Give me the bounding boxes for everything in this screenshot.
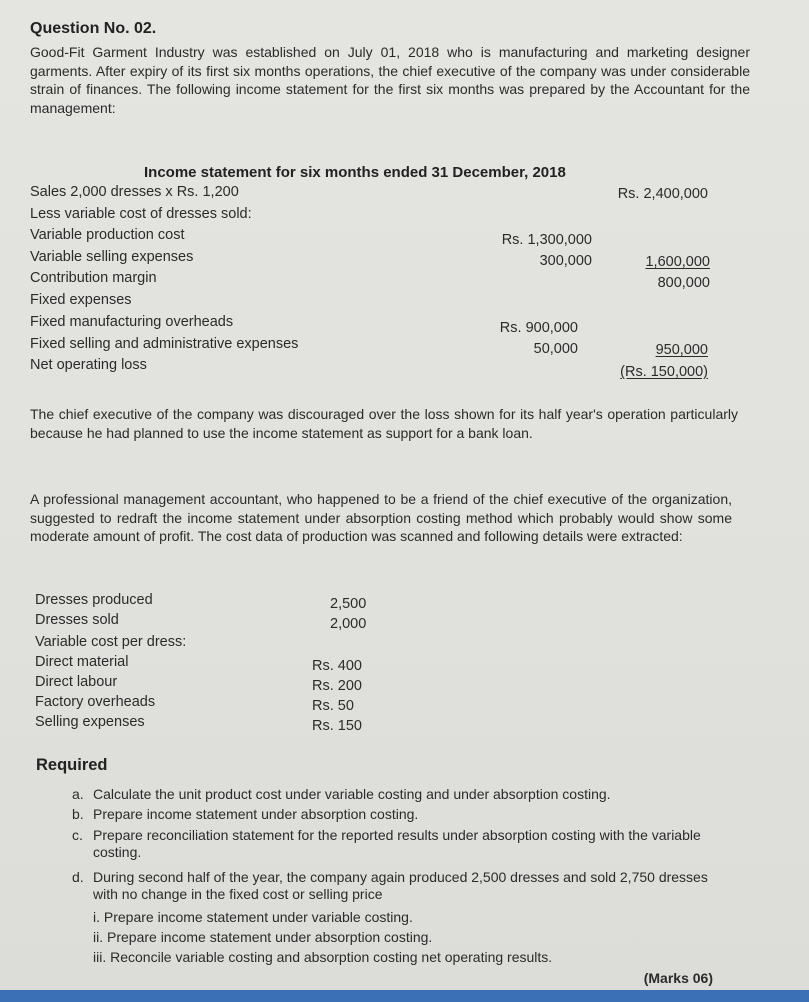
fixed-mfg-label: Fixed manufacturing overheads: [30, 314, 234, 330]
marks-label: (Marks 06): [643, 970, 713, 986]
sales-value: Rs. 2,400,000: [617, 186, 708, 202]
direct-labour-value: Rs. 200: [312, 678, 362, 694]
required-item-d-ii: ii. Prepare income statement under absorption costing.: [93, 929, 433, 945]
dresses-sold-label: Dresses sold: [35, 612, 119, 628]
income-statement-title: Income statement for six months ended 31 December, 2018: [144, 164, 566, 181]
selling-expenses-label: Selling expenses: [35, 714, 145, 730]
variable-production-label: Variable production cost: [30, 227, 185, 243]
required-text-c: Prepare reconciliation statement for the reported results under absorption costing with the variable costing.: [93, 827, 701, 860]
required-title: Required: [36, 756, 108, 774]
dresses-produced-value: 2,500: [330, 596, 367, 612]
question-title: Question No. 02.: [30, 20, 157, 37]
fixed-expenses-label: Fixed expenses: [30, 292, 132, 308]
required-item-d-iii: iii. Reconcile variable costing and absorption costing net operating results.: [93, 949, 553, 965]
net-loss-label: Net operating loss: [30, 357, 147, 373]
net-loss-value: (Rs. 150,000): [620, 364, 708, 380]
dresses-sold-value: 2,000: [330, 616, 367, 632]
variable-total-value: 1,600,000: [645, 254, 710, 270]
required-text-d: During second half of the year, the company again produced 2,500 dresses and sold 2,750 dresses with no change in the fixed cost or selling price: [93, 869, 708, 902]
required-marker-d: d.: [72, 869, 84, 885]
selling-expenses-value: Rs. 150: [312, 718, 362, 734]
direct-material-label: Direct material: [35, 654, 129, 670]
paragraph-accountant: A professional management accountant, who happened to be a friend of the chief executive of the organization, suggested to redraft the income statement under absorption costing method which probably would show some moderate amount of profit. The cost data of production was scanned and following details were extracted:: [30, 491, 732, 544]
less-variable-label: Less variable cost of dresses sold:: [30, 206, 252, 222]
fixed-total-value: 950,000: [655, 342, 708, 358]
required-text-a: Calculate the unit product cost under variable costing and under absorption costing.: [93, 786, 611, 802]
direct-labour-label: Direct labour: [35, 674, 118, 690]
required-marker-b: b.: [72, 806, 84, 822]
required-item-c: [72, 827, 752, 863]
contribution-value: 800,000: [657, 275, 710, 291]
required-item-d-i: i. Prepare income statement under variable costing.: [93, 909, 413, 925]
variable-production-value: Rs. 1,300,000: [501, 232, 592, 248]
direct-material-value: Rs. 400: [312, 658, 362, 674]
required-item-d: [72, 869, 752, 905]
required-marker-a: a.: [72, 786, 84, 802]
variable-selling-value: 300,000: [539, 253, 592, 269]
sales-label: Sales 2,000 dresses x Rs. 1,200: [30, 184, 239, 200]
bottom-edge-bar: [0, 990, 809, 1002]
variable-cost-label: Variable cost per dress:: [35, 634, 187, 650]
required-text-b: Prepare income statement under absorption costing.: [93, 806, 419, 822]
fixed-selling-value: 50,000: [533, 341, 578, 357]
contribution-label: Contribution margin: [30, 270, 157, 286]
required-marker-c: c.: [72, 827, 83, 843]
factory-overheads-value: Rs. 50: [312, 698, 354, 714]
variable-selling-label: Variable selling expenses: [30, 249, 194, 265]
fixed-selling-label: Fixed selling and administrative expenses: [30, 336, 299, 352]
fixed-mfg-value: Rs. 900,000: [499, 320, 578, 336]
dresses-produced-label: Dresses produced: [35, 592, 153, 608]
paragraph-discouraged: The chief executive of the company was discouraged over the loss shown for its half year's operation particularly because he had planned to use the income statement as support for a bank loan.: [30, 406, 738, 441]
intro-paragraph: Good-Fit Garment Industry was established on July 01, 2018 who is manufacturing and marketing designer garments. After expiry of its first six months operations, the chief executive of the company was under considerable strain of finances. The following income statement for the first six months was prepared by the Accountant for the management:: [30, 44, 750, 116]
factory-overheads-label: Factory overheads: [35, 694, 156, 710]
